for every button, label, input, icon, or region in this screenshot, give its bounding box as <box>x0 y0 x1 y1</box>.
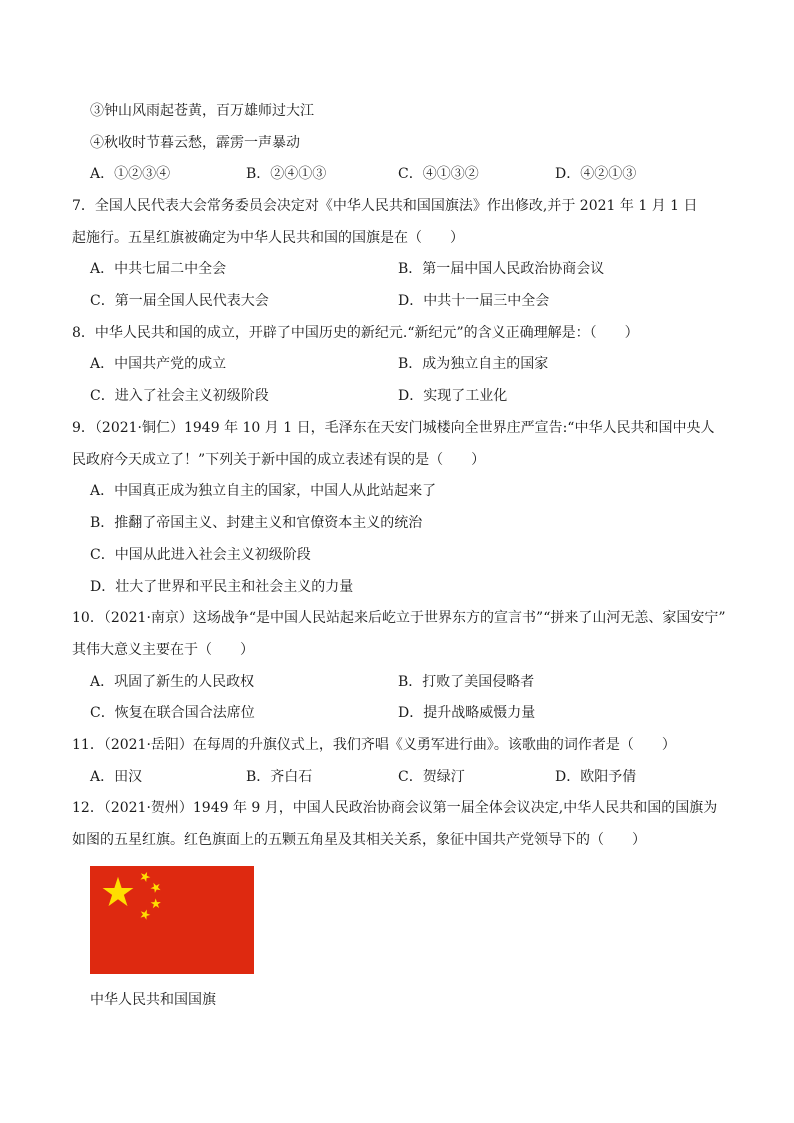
fragment-option-d: D．④②①③ <box>555 166 637 182</box>
q10-stem-line-1: 10．（2021·南京）这场战争“是中国人民站起来后屹立于世界东方的宣言书”“拼来了山河无恙、家国安宁” <box>72 610 726 626</box>
fragment-option-a: A．①②③④ <box>90 166 171 182</box>
q10-option-a: A．巩固了新生的人民政权 <box>90 674 255 690</box>
q11-option-b: B．齐白石 <box>246 769 313 785</box>
q12-stem-line-2: 如图的五星红旗。红色旗面上的五颗五角星及其相关关系，象征中国共产党领导下的（ ） <box>72 832 646 848</box>
flag-caption: 中华人民共和国国旗 <box>90 992 216 1008</box>
q10-option-d: D．提升战略威慑力量 <box>398 705 536 721</box>
q9-option-d: D．壮大了世界和平民主和社会主义的力量 <box>90 579 354 595</box>
q9-stem-line-1: 9．（2021·铜仁）1949 年 10 月 1 日，毛泽东在天安门城楼向全世界庄严宣告:“中华人民共和国中央人 <box>72 420 715 436</box>
q8-option-c: C．进入了社会主义初级阶段 <box>90 388 269 404</box>
q7-option-d: D．中共十一届三中全会 <box>398 293 550 309</box>
q8-option-d: D．实现了工业化 <box>398 388 508 404</box>
q11-option-d: D．欧阳予倩 <box>555 769 637 785</box>
fragment-option-c: C．④①③② <box>398 166 479 182</box>
q8-option-b: B．成为独立自主的国家 <box>398 356 549 372</box>
q8-stem-line-1: 8．中华人民共和国的成立，开辟了中国历史的新纪元.“新纪元”的含义正确理解是：（ ） <box>72 325 639 341</box>
q10-option-c: C．恢复在联合国合法席位 <box>90 705 255 721</box>
q7-option-c: C．第一届全国人民代表大会 <box>90 293 269 309</box>
q9-option-b: B．推翻了帝国主义、封建主义和官僚资本主义的统治 <box>90 515 423 531</box>
q11-stem-line-1: 11．（2021·岳阳）在每周的升旗仪式上，我们齐唱《义勇军进行曲》。该歌曲的词作者是（ ） <box>72 737 676 753</box>
q12-stem-line-1: 12．（2021·贺州）1949 年 9 月，中国人民政治协商会议第一届全体会议决定,中华人民共和国的国旗为 <box>72 800 718 816</box>
prc-flag-image <box>90 866 254 974</box>
q11-option-a: A．田汉 <box>90 769 143 785</box>
q10-option-b: B．打败了美国侵略者 <box>398 674 535 690</box>
q9-stem-line-2: 民政府今天成立了！”下列关于新中国的成立表述有误的是（ ） <box>72 452 486 468</box>
fragment-item-3: ③钟山风雨起苍黄，百万雄师过大江 <box>90 103 314 119</box>
q10-stem-line-2: 其伟大意义主要在于（ ） <box>72 642 254 658</box>
q7-option-a: A．中共七届二中全会 <box>90 261 227 277</box>
fragment-option-b: B．②④①③ <box>246 166 327 182</box>
q9-option-a: A．中国真正成为独立自主的国家，中国人从此站起来了 <box>90 483 437 499</box>
q7-stem-line-1: 7．全国人民代表大会常务委员会决定对《中华人民共和国国旗法》作出修改,并于 2021 年 1 月 1 日 <box>72 198 698 214</box>
q7-stem-line-2: 起施行。五星红旗被确定为中华人民共和国的国旗是在（ ） <box>72 230 464 246</box>
q11-option-c: C．贺绿汀 <box>398 769 465 785</box>
q8-option-a: A．中国共产党的成立 <box>90 356 227 372</box>
q9-option-c: C．中国从此进入社会主义初级阶段 <box>90 547 311 563</box>
q7-option-b: B．第一届中国人民政治协商会议 <box>398 261 605 277</box>
five-star-flag-icon <box>90 866 254 974</box>
fragment-item-4: ④秋收时节暮云愁，霹雳一声暴动 <box>90 135 300 151</box>
